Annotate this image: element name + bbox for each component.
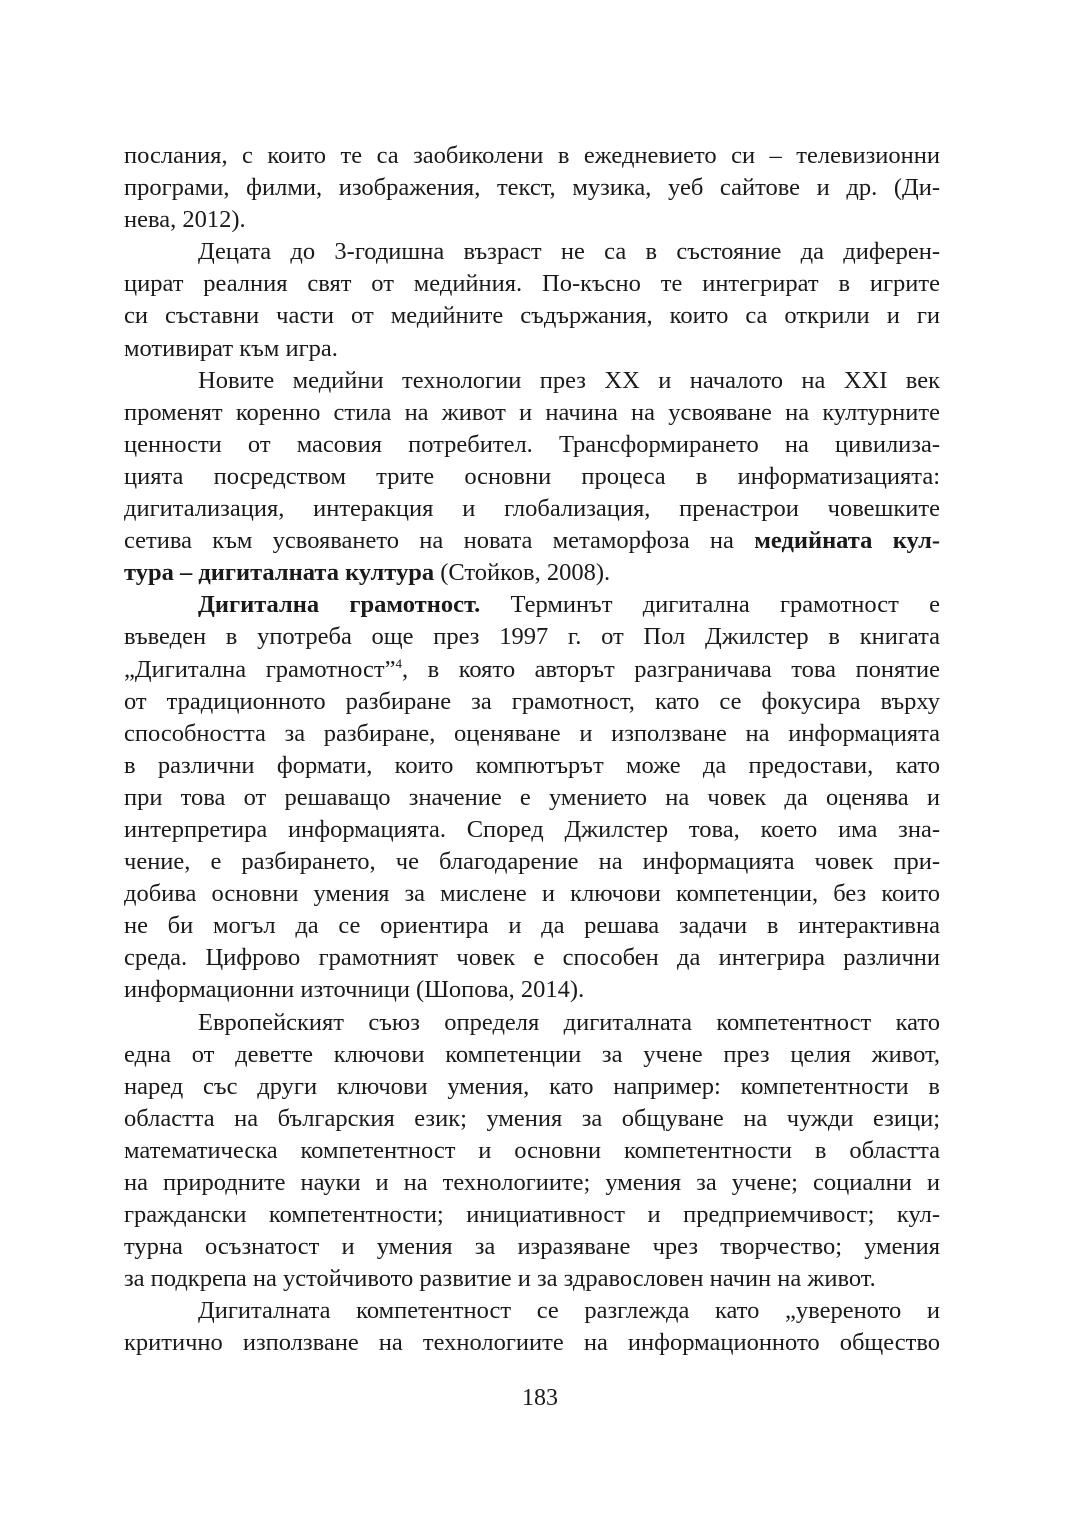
- text-line: въведен в употреба още през 1997 г. от Пол Джилстер в книгата: [124, 623, 940, 651]
- paragraph-5: [124, 1007, 940, 1296]
- text-line: променят коренно стила на живот и начина на усвояване на културните: [124, 398, 940, 426]
- text-line: областта на българския език; умения за общуване на чужди езици;: [124, 1104, 940, 1132]
- text-line: нева, 2012).: [124, 206, 246, 234]
- text-line: турна осъзнатост и умения за изразяване чрез творчество; умения: [124, 1233, 940, 1261]
- paragraph-3: [124, 365, 940, 590]
- text-line: способността за разбиране, оценяване и използване на информацията: [124, 719, 940, 747]
- bold-term: медийната кул-: [754, 527, 941, 555]
- text-run: сетива към усвояването на новата метаморфоза на: [124, 527, 755, 555]
- text-line: [124, 654, 940, 686]
- text-line: от традиционното разбиране за грамотност, като се фокусира върху: [124, 687, 940, 715]
- text-line: в различни формати, които компютърът може да предостави, като: [124, 751, 940, 779]
- text-line: добива основни умения за мислене и ключови компетенции, без които: [124, 880, 940, 908]
- text-line: граждански компетентности; инициативност и предприемчивост; кул-: [124, 1201, 940, 1229]
- text-line: Европейският съюз определя дигиталната компетентност като: [198, 1008, 940, 1036]
- text-line: информационни източници (Шопова, 2014).: [124, 976, 585, 1004]
- page-number: 183: [522, 1385, 558, 1411]
- paragraph-1: [124, 140, 940, 236]
- text-line: не би могъл да се ориентира и да решава задачи в интерактивна: [124, 912, 940, 940]
- text-line: Новите медийни технологии през XX и началото на XXI век: [198, 366, 940, 394]
- text-line: на природните науки и на технологиите; умения за учене; социални и: [124, 1169, 940, 1196]
- text-line: [124, 525, 940, 557]
- text-line: дигитализация, интеракция и глобализация, пренастрои човешките: [124, 495, 940, 523]
- text-run: , в която авторът разграничава това понятие: [401, 655, 940, 683]
- text-line: мотивират към игра.: [124, 334, 338, 362]
- text-line: цията посредством трите основни процеса в информатизацията:: [124, 462, 940, 490]
- text-line: Дигиталната компетентност се разглежда като „увереното и: [198, 1297, 940, 1325]
- text-run: „Дигитална грамотност”: [124, 655, 396, 683]
- text-run: (Стойков, 2008).: [434, 559, 611, 587]
- text-line: критично използване на технологиите на информационното общество: [124, 1329, 940, 1357]
- text-line: [124, 589, 940, 621]
- text-line: наред със други ключови умения, като например: компетентности в: [124, 1072, 940, 1100]
- text-line: математическа компетентност и основни компетентности в областта: [124, 1136, 940, 1164]
- footnote-marker[interactable]: 4: [395, 655, 402, 671]
- text-line: за подкрепа на устойчивото развитие и за здравословен начин на живот.: [124, 1265, 876, 1293]
- text-line: послания, с които те са заобиколени в ежедневието си – телевизионни: [124, 142, 940, 169]
- text-line: цират реалния свят от медийния. По-късно те интегрират в игрите: [124, 270, 940, 298]
- section-heading: Дигитална грамотност.: [198, 591, 481, 619]
- bold-term: тура – дигиталната култура: [124, 559, 435, 587]
- text-line: при това от решаващо значение е умението на човек да оценява и: [124, 783, 940, 811]
- text-line: среда. Цифрово грамотният човек е способен да интегрира различни: [124, 944, 940, 972]
- text-line: чение, е разбирането, че благодарение на информацията човек при-: [124, 848, 940, 876]
- text-line: си съставни части от медийните съдържания, които са открили и ги: [124, 302, 940, 330]
- paragraph-4: [124, 589, 940, 1006]
- text-run: Терминът дигитална грамотност е: [480, 591, 941, 619]
- text-line: Децата до 3-годишна възраст не са в състояние да диферен-: [198, 238, 940, 266]
- text-line: програми, филми, изображения, текст, музика, уеб сайтове и др. (Ди-: [124, 174, 940, 202]
- text-line: една от деветте ключови компетенции за учене през целия живот,: [124, 1040, 940, 1068]
- paragraph-6: [124, 1295, 940, 1359]
- paragraph-2: [124, 236, 940, 364]
- text-line: [124, 557, 940, 589]
- page-body: [124, 140, 940, 1360]
- text-line: ценности от масовия потребител. Трансформирането на цивилиза-: [124, 430, 940, 458]
- text-line: интерпретира информацията. Според Джилстер това, което има зна-: [124, 815, 940, 843]
